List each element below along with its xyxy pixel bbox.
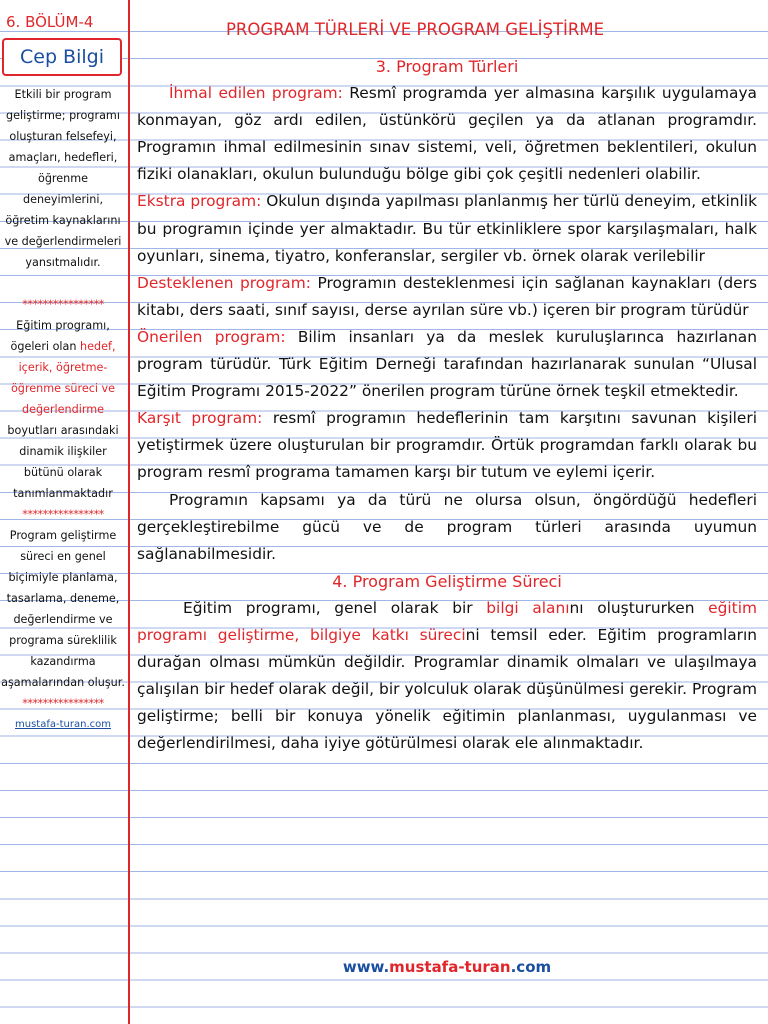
footer-tld: .com — [510, 958, 552, 976]
footer-website[interactable] — [137, 958, 757, 976]
term-oneri: Önerilen program: — [137, 327, 286, 346]
term-ekstra: Ekstra program: — [137, 192, 262, 211]
highlight-gelistirme: eğitim programı geliştirme, bilgiye katkı süreci — [137, 598, 757, 644]
sidebar — [0, 84, 126, 735]
footer-www: www. — [342, 958, 390, 976]
paragraph-ihmal — [137, 80, 757, 188]
text-destek: Programın desteklenmesi için sağlanan kaynakları (ders kitabı, ders saati, sınıf sayısı, derse ayrılan süre vb.) içeren bir program türüdür — [137, 273, 757, 319]
text-karsit: resmî programın hedeflerinin tam karşıtını savunan kişileri yetiştirmek üzere oluşturulan bir programdır. Örtük programdan farklı olarak bu program resmî programa tamamen karşı bir tutum ve eylemi içerir. — [137, 409, 757, 482]
text-surec-c: ni temsil eder. Eğitim programların durağan olması mümkün değildir. Programlar dinamik olmaları ve ulaşılmaya çalışılan bir hedef olarak değil, bir yolculuk olarak düşünülmesi gerekir. Program geliştirme; belli bir konuya yönelik eğitimin planlanması, uygulanması ve değerlendirilmesi, daha iyiye götürülmesi olarak ele alınmaktadır. — [137, 625, 758, 753]
paragraph-destek — [137, 270, 757, 324]
section-4-heading: 4. Program Geliştirme Süreci — [332, 571, 562, 591]
text-oneri: Bilim insanları ya da meslek kuruluşlarınca hazırlanan program türüdür. Türk Eğitim Derneği tarafından hazırlanarak sunulan “Ulusal Eğitim Programı 2015-2022” önerilen program türüne örnek teşkil etmektedir. — [137, 327, 757, 401]
cep-bilgi-box — [2, 38, 122, 76]
term-ihmal: İhmal edilen program: — [169, 84, 343, 103]
term-karsit: Karşıt program: — [137, 409, 263, 428]
text-surec-a: Eğitim programı, genel olarak bir — [183, 598, 487, 617]
main-content — [137, 53, 757, 757]
paragraph-surec — [137, 595, 757, 758]
sidebar-note-2 — [0, 315, 126, 504]
paragraph-karsit — [137, 405, 757, 486]
sidebar-website-link[interactable]: mustafa-turan.com — [15, 719, 111, 730]
cep-bilgi-label: Cep Bilgi — [20, 46, 104, 68]
highlight-bilgi-alani: bilgi alanı — [486, 598, 570, 617]
paragraph-ekstra — [137, 188, 757, 269]
term-destek: Desteklenen program: — [137, 273, 311, 292]
sidebar-note-1: Etkili bir program geliştirme; programı oluşturan felsefeyi, amaçları, hedefleri, öğrenme deneyimlerini, öğretim kaynaklarını ve değerlendirmeleri yansıtmalıdır. — [4, 88, 122, 269]
footer-site-name: mustafa-turan — [389, 958, 511, 976]
margin-line — [128, 0, 130, 1024]
sidebar-note-3: Program geliştirme süreci en genel biçimiyle planlama, tasarlama, deneme, değerlendirme ve programa süreklilik kazandırma aşamalarından oluşur. — [1, 529, 125, 689]
sidebar-separator: **************** — [22, 298, 104, 311]
paragraph-oneri — [137, 324, 757, 405]
section-3-heading: 3. Program Türleri — [375, 57, 519, 76]
text-ekstra: Okulun dışında yapılması planlanmış her türlü deneyim, etkinlik bu programın içinde yer almaktadır. Bu tür etkinliklere spor karşılaşmaları, halk oyunları, sinema, tiyatro, konferanslar, sergiler vb. örnek olarak verilebilir — [137, 192, 757, 265]
text-surec-b: nı oluştururken — [569, 598, 709, 617]
chapter-label: 6. BÖLÜM-4 — [6, 13, 94, 31]
sidebar-note-2-highlight: hedef, içerik, öğretme-öğrenme süreci ve değerlendirme — [10, 340, 116, 416]
sidebar-separator: **************** — [22, 508, 104, 521]
sidebar-note-2-end: boyutları arasındaki dinamik ilişkiler bütünü olarak tanımlanmaktadır — [7, 424, 119, 500]
page-title: PROGRAM TÜRLERİ VE PROGRAM GELİŞTİRME — [225, 20, 605, 39]
sidebar-separator: **************** — [22, 697, 104, 710]
text-ihmal: Resmî programda yer almasına karşılık uygulamaya konmayan, göz ardı edilen, üstünkörü geçilen ya da atlanan programdır. Programın ihmal edilmesinin sınav sistemi, veli, öğretmen beklentileri, okulun fiziki olanakları, okulun bulunduğu bölge gibi çok çeşitli nedenleri olabilir. — [137, 84, 757, 184]
sidebar-note-2-start: Eğitim programı, ögeleri olan — [10, 319, 110, 353]
paragraph-kapsam: Programın kapsamı ya da türü ne olursa olsun, öngördüğü hedefleri gerçekleştirebilme gücü ve de program türleri arasında uyumun sağlanabilmesidir. — [137, 490, 757, 563]
